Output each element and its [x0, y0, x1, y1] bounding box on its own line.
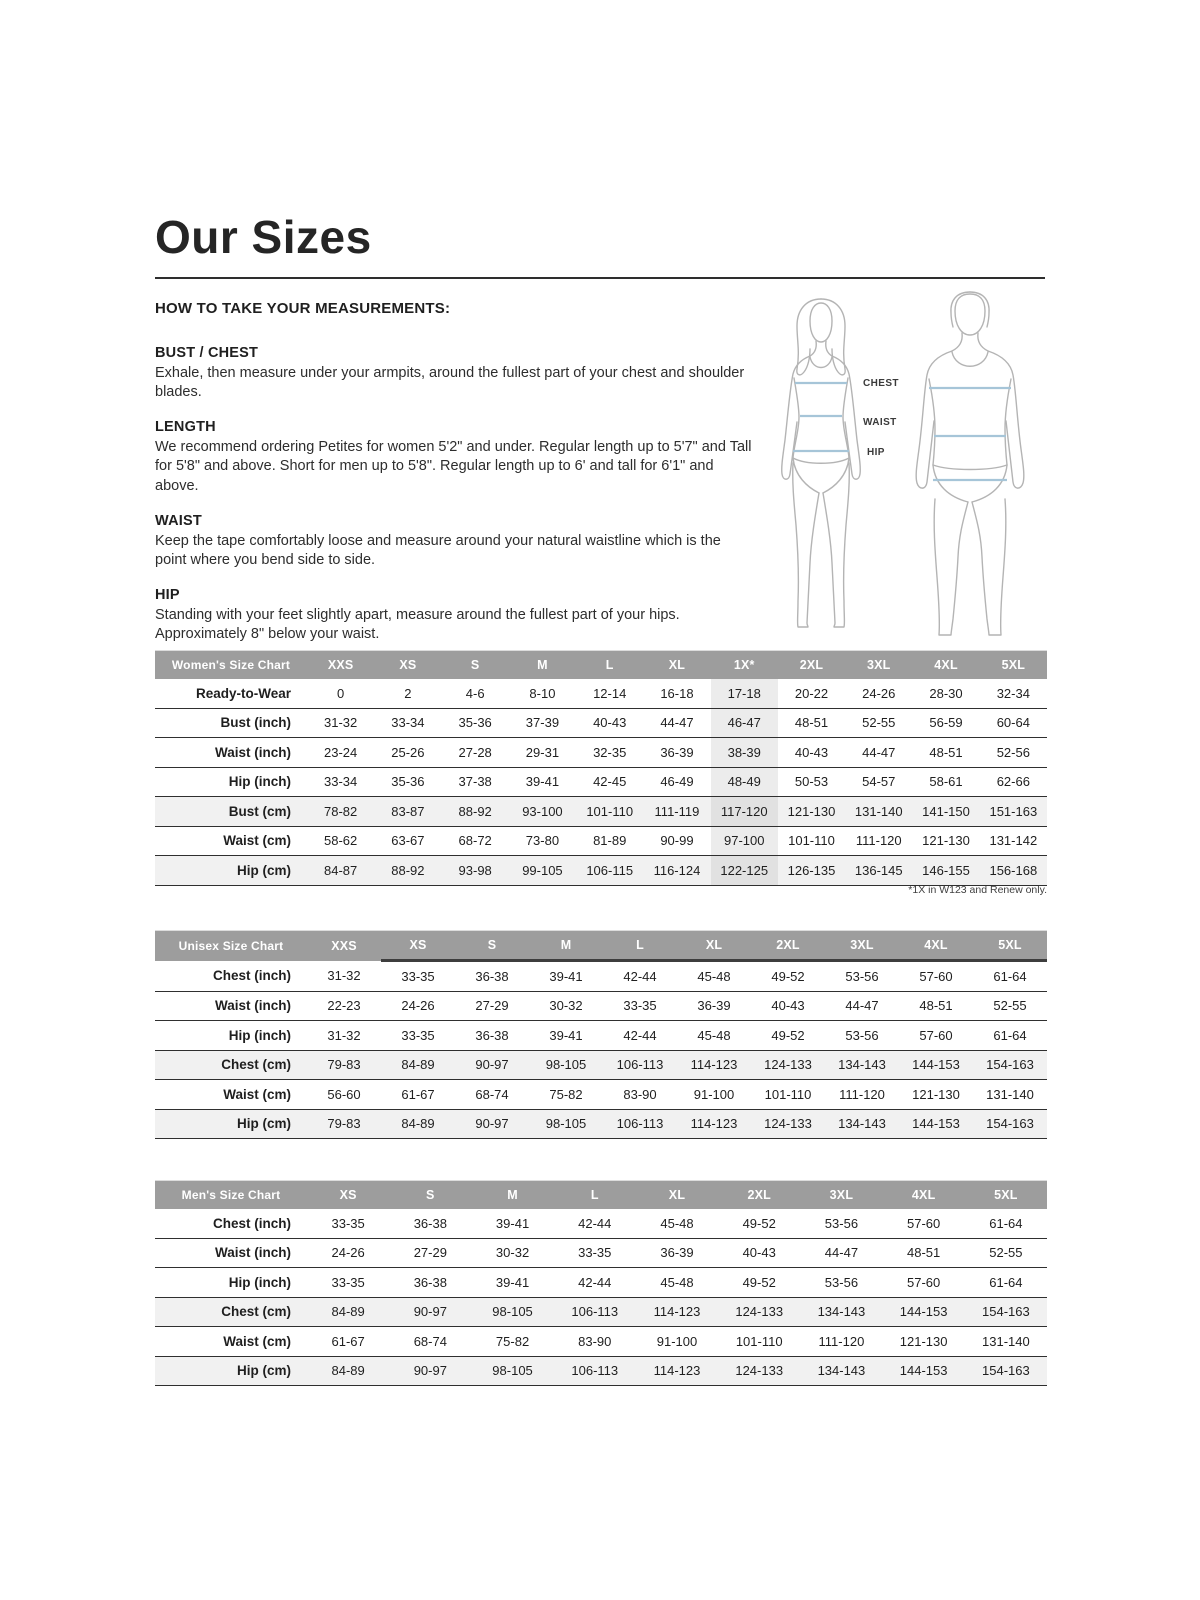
size-value-cell: 33-34: [307, 767, 374, 797]
section-title: LENGTH: [155, 419, 216, 436]
size-column-header: 2XL: [778, 651, 845, 680]
size-value-cell: 101-110: [778, 826, 845, 856]
section-body: Standing with your feet slightly apart, measure around the fullest part of your hips. Approximately 8" below your waist.: [155, 606, 680, 642]
size-value-cell: 52-56: [980, 738, 1047, 768]
size-value-cell: 134-143: [800, 1297, 882, 1327]
size-value-cell: 12-14: [576, 679, 643, 708]
size-value-cell: 23-24: [307, 738, 374, 768]
size-value-cell: 17-18: [711, 679, 778, 708]
size-value-cell: 31-32: [307, 708, 374, 738]
section-length: [155, 419, 755, 495]
size-value-cell: 106-113: [603, 1050, 677, 1080]
size-value-cell: 111-120: [845, 826, 912, 856]
size-value-cell: 39-41: [471, 1209, 553, 1238]
size-value-cell: 35-36: [374, 767, 441, 797]
size-value-cell: 42-44: [603, 1021, 677, 1051]
size-value-cell: 33-35: [381, 1021, 455, 1051]
row-label: Chest (cm): [155, 1297, 307, 1327]
size-value-cell: 54-57: [845, 767, 912, 797]
size-value-cell: 134-143: [825, 1109, 899, 1139]
size-value-cell: 126-135: [778, 856, 845, 886]
section-hip: [155, 587, 755, 644]
row-label: Hip (inch): [155, 1021, 307, 1051]
size-value-cell: 48-49: [711, 767, 778, 797]
size-value-cell: 48-51: [778, 708, 845, 738]
size-value-cell: 151-163: [980, 797, 1047, 827]
size-value-cell: 124-133: [751, 1050, 825, 1080]
section-body: Keep the tape comfortably loose and measure around your natural waistline which is the point where you bend side to side.: [155, 532, 721, 568]
size-value-cell: 46-47: [711, 708, 778, 738]
size-value-cell: 53-56: [825, 1021, 899, 1051]
size-value-cell: 75-82: [529, 1080, 603, 1110]
size-value-cell: 90-97: [389, 1356, 471, 1386]
size-value-cell: 37-39: [509, 708, 576, 738]
size-value-cell: 28-30: [912, 679, 979, 708]
size-value-cell: 52-55: [973, 991, 1047, 1021]
size-column-header: 5XL: [973, 931, 1047, 961]
size-value-cell: 30-32: [471, 1238, 553, 1268]
size-value-cell: 35-36: [442, 708, 509, 738]
size-value-cell: 49-52: [718, 1209, 800, 1238]
size-chart-row: [155, 679, 1047, 708]
size-column-header: 3XL: [825, 931, 899, 961]
row-label: Hip (cm): [155, 856, 307, 886]
size-value-cell: 84-89: [307, 1297, 389, 1327]
size-column-header: XXS: [307, 931, 381, 961]
size-chart-row: [155, 1021, 1047, 1051]
size-value-cell: 62-66: [980, 767, 1047, 797]
size-column-header: 2XL: [718, 1181, 800, 1210]
size-value-cell: 50-53: [778, 767, 845, 797]
section-waist: [155, 513, 755, 570]
figure-hip-label: HIP: [867, 447, 885, 458]
section-title: WAIST: [155, 512, 202, 529]
womens-size-chart-table: [155, 650, 1047, 886]
size-value-cell: 131-140: [965, 1327, 1047, 1357]
section-title: BUST / CHEST: [155, 345, 259, 361]
size-value-cell: 124-133: [751, 1109, 825, 1139]
size-value-cell: 91-100: [677, 1080, 751, 1110]
row-label: Hip (inch): [155, 1268, 307, 1298]
size-value-cell: 40-43: [751, 991, 825, 1021]
size-value-cell: 58-62: [307, 826, 374, 856]
size-value-cell: 8-10: [509, 679, 576, 708]
size-chart-row: [155, 1238, 1047, 1268]
size-value-cell: 134-143: [825, 1050, 899, 1080]
size-value-cell: 68-74: [455, 1080, 529, 1110]
size-value-cell: 114-123: [677, 1109, 751, 1139]
size-chart-row: [155, 1209, 1047, 1238]
size-value-cell: 57-60: [899, 961, 973, 992]
size-value-cell: 61-64: [973, 1021, 1047, 1051]
size-value-cell: 57-60: [883, 1209, 965, 1238]
size-chart-row: [155, 738, 1047, 768]
size-value-cell: 42-44: [603, 961, 677, 992]
size-value-cell: 144-153: [899, 1109, 973, 1139]
size-value-cell: 83-87: [374, 797, 441, 827]
size-value-cell: 90-97: [389, 1297, 471, 1327]
size-value-cell: 114-123: [636, 1356, 718, 1386]
size-value-cell: 52-55: [965, 1238, 1047, 1268]
size-value-cell: 30-32: [529, 991, 603, 1021]
size-chart-row: [155, 708, 1047, 738]
section-bust-chest: [155, 345, 755, 402]
size-value-cell: 36-39: [677, 991, 751, 1021]
size-value-cell: 88-92: [442, 797, 509, 827]
size-value-cell: 42-44: [554, 1268, 636, 1298]
size-value-cell: 121-130: [778, 797, 845, 827]
figure-chest-label: CHEST: [863, 378, 899, 389]
size-value-cell: 27-28: [442, 738, 509, 768]
size-value-cell: 33-35: [381, 961, 455, 992]
size-value-cell: 122-125: [711, 856, 778, 886]
size-chart-row: [155, 961, 1047, 992]
size-value-cell: 31-32: [307, 961, 381, 992]
size-chart-row: [155, 1109, 1047, 1139]
size-value-cell: 134-143: [800, 1356, 882, 1386]
size-value-cell: 81-89: [576, 826, 643, 856]
size-value-cell: 45-48: [636, 1268, 718, 1298]
male-figure-illustration: [905, 287, 1035, 647]
size-value-cell: 111-120: [825, 1080, 899, 1110]
size-value-cell: 32-34: [980, 679, 1047, 708]
row-label: Waist (cm): [155, 826, 307, 856]
size-value-cell: 24-26: [381, 991, 455, 1021]
size-chart-row: [155, 991, 1047, 1021]
row-label: Hip (cm): [155, 1109, 307, 1139]
row-label: Waist (inch): [155, 1238, 307, 1268]
title-divider: [155, 277, 1045, 279]
measurements-heading: HOW TO TAKE YOUR MEASUREMENTS:: [155, 300, 451, 317]
size-value-cell: 106-113: [554, 1297, 636, 1327]
size-column-header: M: [509, 651, 576, 680]
size-column-header: 3XL: [800, 1181, 882, 1210]
size-column-header: XS: [374, 651, 441, 680]
size-column-header: 5XL: [980, 651, 1047, 680]
size-value-cell: 57-60: [883, 1268, 965, 1298]
size-value-cell: 90-97: [455, 1050, 529, 1080]
figure-waist-label: WAIST: [863, 417, 897, 428]
size-value-cell: 27-29: [455, 991, 529, 1021]
row-label: Waist (inch): [155, 991, 307, 1021]
size-value-cell: 33-35: [307, 1209, 389, 1238]
row-label: Bust (inch): [155, 708, 307, 738]
size-value-cell: 61-64: [965, 1209, 1047, 1238]
size-value-cell: 46-49: [643, 767, 710, 797]
size-value-cell: 61-67: [381, 1080, 455, 1110]
size-column-header: 4XL: [883, 1181, 965, 1210]
table-title: Unisex Size Chart: [155, 931, 307, 961]
size-value-cell: 141-150: [912, 797, 979, 827]
row-label: Waist (cm): [155, 1080, 307, 1110]
size-value-cell: 136-145: [845, 856, 912, 886]
size-value-cell: 39-41: [471, 1268, 553, 1298]
size-column-header: XL: [677, 931, 751, 961]
size-column-header: L: [603, 931, 677, 961]
row-label: Chest (cm): [155, 1050, 307, 1080]
size-value-cell: 84-87: [307, 856, 374, 886]
size-value-cell: 20-22: [778, 679, 845, 708]
size-value-cell: 91-100: [636, 1327, 718, 1357]
size-value-cell: 83-90: [603, 1080, 677, 1110]
size-column-header: XL: [636, 1181, 718, 1210]
size-value-cell: 144-153: [899, 1050, 973, 1080]
size-value-cell: 36-38: [389, 1268, 471, 1298]
size-value-cell: 16-18: [643, 679, 710, 708]
size-value-cell: 2: [374, 679, 441, 708]
size-value-cell: 39-41: [529, 961, 603, 992]
size-column-header: XS: [307, 1181, 389, 1210]
womens-chart-footnote: *1X in W123 and Renew only.: [908, 884, 1047, 896]
size-value-cell: 111-120: [800, 1327, 882, 1357]
size-value-cell: 56-60: [307, 1080, 381, 1110]
size-value-cell: 117-120: [711, 797, 778, 827]
size-value-cell: 154-163: [973, 1109, 1047, 1139]
page-title: Our Sizes: [155, 211, 372, 263]
size-value-cell: 42-45: [576, 767, 643, 797]
size-value-cell: 0: [307, 679, 374, 708]
size-value-cell: 39-41: [529, 1021, 603, 1051]
size-chart-header-row: [155, 651, 1047, 680]
size-value-cell: 93-98: [442, 856, 509, 886]
size-chart-row: [155, 767, 1047, 797]
female-figure-illustration: [766, 293, 876, 638]
size-column-header: 1X*: [711, 651, 778, 680]
size-value-cell: 121-130: [883, 1327, 965, 1357]
size-value-cell: 114-123: [636, 1297, 718, 1327]
size-value-cell: 68-72: [442, 826, 509, 856]
size-value-cell: 106-113: [603, 1109, 677, 1139]
size-value-cell: 33-35: [603, 991, 677, 1021]
size-value-cell: 53-56: [800, 1209, 882, 1238]
size-value-cell: 45-48: [677, 961, 751, 992]
size-value-cell: 53-56: [800, 1268, 882, 1298]
size-value-cell: 98-105: [471, 1297, 553, 1327]
size-column-header: S: [455, 931, 529, 961]
size-value-cell: 49-52: [751, 1021, 825, 1051]
size-column-header: 2XL: [751, 931, 825, 961]
row-label: Hip (inch): [155, 767, 307, 797]
size-value-cell: 90-97: [455, 1109, 529, 1139]
size-value-cell: 56-59: [912, 708, 979, 738]
section-body: Exhale, then measure under your armpits, around the fullest part of your chest and shoulder blades.: [155, 365, 745, 401]
size-value-cell: 131-140: [973, 1080, 1047, 1110]
size-value-cell: 97-100: [711, 826, 778, 856]
size-chart-row: [155, 797, 1047, 827]
size-value-cell: 73-80: [509, 826, 576, 856]
size-value-cell: 31-32: [307, 1021, 381, 1051]
size-column-header: 5XL: [965, 1181, 1047, 1210]
size-value-cell: 40-43: [778, 738, 845, 768]
size-value-cell: 25-26: [374, 738, 441, 768]
size-value-cell: 44-47: [643, 708, 710, 738]
size-value-cell: 144-153: [883, 1356, 965, 1386]
size-value-cell: 39-41: [509, 767, 576, 797]
mens-size-chart-table: [155, 1180, 1047, 1386]
size-value-cell: 63-67: [374, 826, 441, 856]
size-value-cell: 36-39: [636, 1238, 718, 1268]
size-value-cell: 36-38: [455, 961, 529, 992]
row-label: Ready-to-Wear: [155, 679, 307, 708]
row-label: Chest (inch): [155, 961, 307, 992]
table-title: Women's Size Chart: [155, 651, 307, 680]
size-value-cell: 131-140: [845, 797, 912, 827]
size-value-cell: 146-155: [912, 856, 979, 886]
size-value-cell: 111-119: [643, 797, 710, 827]
size-chart-row: [155, 1356, 1047, 1386]
size-value-cell: 48-51: [899, 991, 973, 1021]
size-value-cell: 24-26: [307, 1238, 389, 1268]
measurement-figures: [750, 285, 1050, 645]
size-value-cell: 22-23: [307, 991, 381, 1021]
size-value-cell: 106-113: [554, 1356, 636, 1386]
size-chart-row: [155, 856, 1047, 886]
size-column-header: L: [576, 651, 643, 680]
size-value-cell: 116-124: [643, 856, 710, 886]
measurement-instructions: [155, 300, 755, 644]
size-value-cell: 84-89: [307, 1356, 389, 1386]
size-column-header: XXS: [307, 651, 374, 680]
size-value-cell: 90-99: [643, 826, 710, 856]
size-value-cell: 45-48: [677, 1021, 751, 1051]
size-chart-row: [155, 1327, 1047, 1357]
size-value-cell: 37-38: [442, 767, 509, 797]
size-value-cell: 36-38: [389, 1209, 471, 1238]
size-value-cell: 42-44: [554, 1209, 636, 1238]
size-value-cell: 98-105: [529, 1109, 603, 1139]
row-label: Bust (cm): [155, 797, 307, 827]
size-value-cell: 98-105: [471, 1356, 553, 1386]
size-column-header: M: [471, 1181, 553, 1210]
size-value-cell: 106-115: [576, 856, 643, 886]
size-column-header: 4XL: [912, 651, 979, 680]
size-value-cell: 40-43: [576, 708, 643, 738]
size-value-cell: 36-38: [455, 1021, 529, 1051]
size-chart-row: [155, 1268, 1047, 1298]
size-value-cell: 27-29: [389, 1238, 471, 1268]
unisex-size-chart-table: [155, 930, 1047, 1139]
size-value-cell: 79-83: [307, 1109, 381, 1139]
size-value-cell: 49-52: [751, 961, 825, 992]
size-chart-row: [155, 1297, 1047, 1327]
size-value-cell: 45-48: [636, 1209, 718, 1238]
size-value-cell: 38-39: [711, 738, 778, 768]
size-value-cell: 40-43: [718, 1238, 800, 1268]
size-value-cell: 121-130: [899, 1080, 973, 1110]
section-title: HIP: [155, 586, 180, 603]
size-value-cell: 44-47: [825, 991, 899, 1021]
size-value-cell: 154-163: [965, 1297, 1047, 1327]
size-value-cell: 154-163: [973, 1050, 1047, 1080]
size-value-cell: 52-55: [845, 708, 912, 738]
size-column-header: XL: [643, 651, 710, 680]
row-label: Waist (cm): [155, 1327, 307, 1357]
size-value-cell: 101-110: [718, 1327, 800, 1357]
size-value-cell: 156-168: [980, 856, 1047, 886]
table-title: Men's Size Chart: [155, 1181, 307, 1210]
size-value-cell: 93-100: [509, 797, 576, 827]
size-value-cell: 61-67: [307, 1327, 389, 1357]
size-column-header: M: [529, 931, 603, 961]
size-value-cell: 88-92: [374, 856, 441, 886]
size-value-cell: 4-6: [442, 679, 509, 708]
size-column-header: S: [389, 1181, 471, 1210]
size-value-cell: 124-133: [718, 1297, 800, 1327]
size-value-cell: 61-64: [973, 961, 1047, 992]
size-chart-row: [155, 826, 1047, 856]
size-value-cell: 75-82: [471, 1327, 553, 1357]
size-value-cell: 101-110: [576, 797, 643, 827]
size-chart-header-row: [155, 1181, 1047, 1210]
size-value-cell: 101-110: [751, 1080, 825, 1110]
size-chart-header-row: [155, 931, 1047, 961]
size-value-cell: 78-82: [307, 797, 374, 827]
row-label: Chest (inch): [155, 1209, 307, 1238]
size-value-cell: 29-31: [509, 738, 576, 768]
size-column-header: 3XL: [845, 651, 912, 680]
section-body: We recommend ordering Petites for women 5'2" and under. Regular length up to 5'7" and Tall for 5'8" and above. Short for men up to 5'8". Regular length up to 6' and tall for 6'1" and above.: [155, 439, 752, 494]
size-value-cell: 49-52: [718, 1268, 800, 1298]
size-column-header: S: [442, 651, 509, 680]
size-value-cell: 57-60: [899, 1021, 973, 1051]
size-value-cell: 53-56: [825, 961, 899, 992]
size-value-cell: 114-123: [677, 1050, 751, 1080]
size-value-cell: 33-35: [307, 1268, 389, 1298]
size-value-cell: 99-105: [509, 856, 576, 886]
row-label: Waist (inch): [155, 738, 307, 768]
size-value-cell: 154-163: [965, 1356, 1047, 1386]
size-value-cell: 144-153: [883, 1297, 965, 1327]
size-value-cell: 33-35: [554, 1238, 636, 1268]
size-chart-row: [155, 1050, 1047, 1080]
size-value-cell: 124-133: [718, 1356, 800, 1386]
size-column-header: XS: [381, 931, 455, 961]
size-value-cell: 48-51: [912, 738, 979, 768]
size-column-header: 4XL: [899, 931, 973, 961]
size-value-cell: 98-105: [529, 1050, 603, 1080]
size-value-cell: 61-64: [965, 1268, 1047, 1298]
size-chart-row: [155, 1080, 1047, 1110]
size-value-cell: 32-35: [576, 738, 643, 768]
size-value-cell: 83-90: [554, 1327, 636, 1357]
size-value-cell: 84-89: [381, 1109, 455, 1139]
size-value-cell: 24-26: [845, 679, 912, 708]
size-value-cell: 68-74: [389, 1327, 471, 1357]
size-value-cell: 36-39: [643, 738, 710, 768]
size-value-cell: 84-89: [381, 1050, 455, 1080]
size-value-cell: 58-61: [912, 767, 979, 797]
size-value-cell: 48-51: [883, 1238, 965, 1268]
size-value-cell: 121-130: [912, 826, 979, 856]
size-value-cell: 60-64: [980, 708, 1047, 738]
size-value-cell: 79-83: [307, 1050, 381, 1080]
size-value-cell: 44-47: [800, 1238, 882, 1268]
size-column-header: L: [554, 1181, 636, 1210]
size-value-cell: 131-142: [980, 826, 1047, 856]
row-label: Hip (cm): [155, 1356, 307, 1386]
size-value-cell: 33-34: [374, 708, 441, 738]
size-value-cell: 44-47: [845, 738, 912, 768]
